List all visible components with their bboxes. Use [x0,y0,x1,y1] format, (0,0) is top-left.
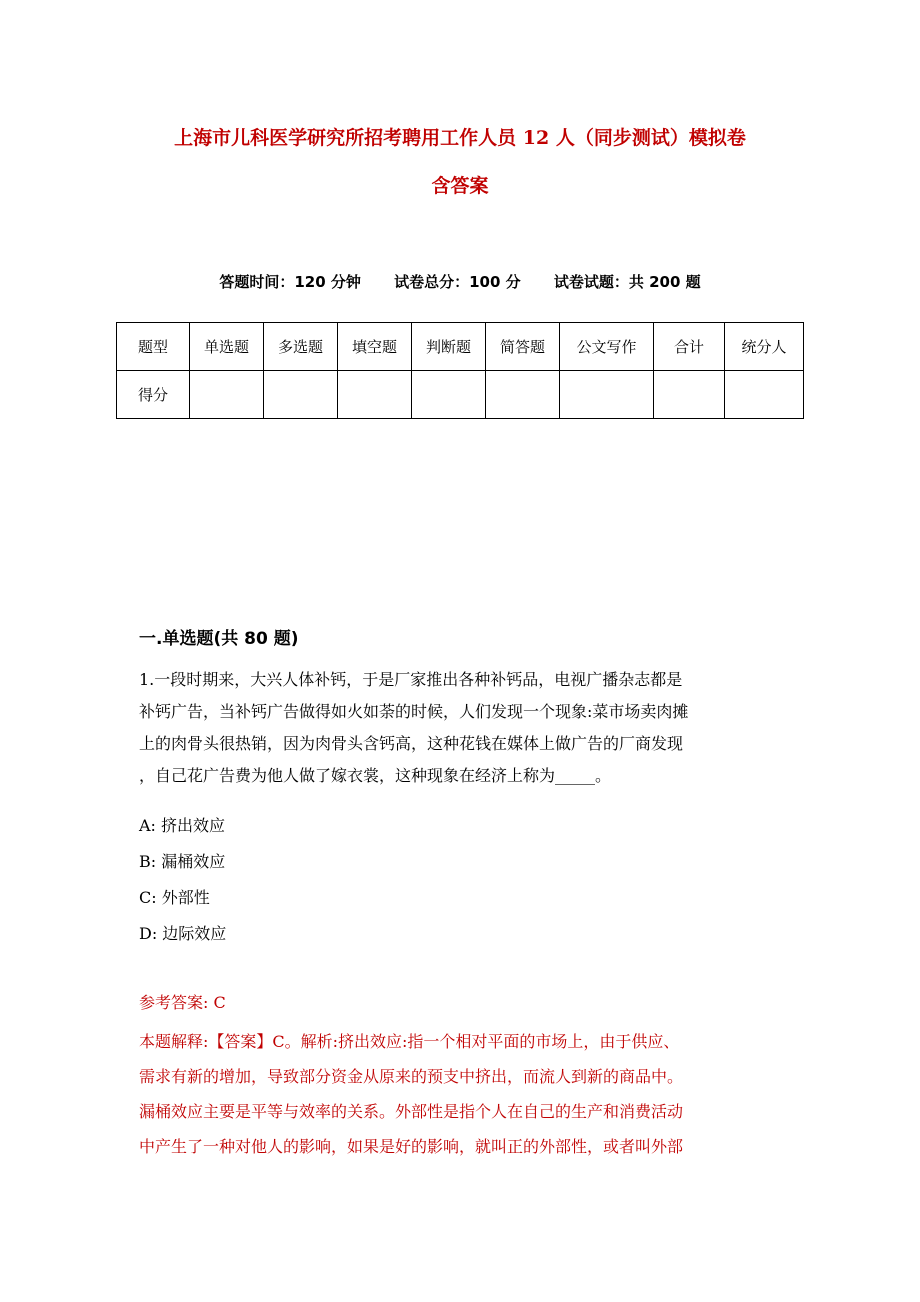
score-cell [560,371,654,419]
document-title: 上海市儿科医学研究所招考聘用工作人员 12 人（同步测试）模拟卷 [174,127,746,149]
score-cell [264,371,338,419]
score-table-score-row [117,371,804,419]
exam-question-count: 试卷试题：共 200 题 [553,273,701,291]
explanation-line: 漏桶效应主要是平等与效率的关系。外部性是指个人在自己的生产和消费活动 [139,1102,684,1121]
explanation-line: 需求有新的增加，导致部分资金从原来的预支中挤出，而流人到新的商品中。 [139,1067,684,1086]
question-line: 上的肉骨头很热销，因为肉骨头含钙高，这种花钱在媒体上做广告的厂商发现 [139,734,684,753]
question-line: 补钙广告，当补钙广告做得如火如荼的时候，人们发现一个现象:菜市场卖肉摊 [139,702,689,721]
score-table-header: 填空题 [338,323,412,371]
score-table-header: 简答题 [486,323,560,371]
score-table-header: 单选题 [190,323,264,371]
score-cell [725,371,804,419]
section-heading: 一.单选题(共 80 题) [139,629,299,649]
option-a: A: 挤出效应 [139,816,226,835]
document-title-line-2: 含答案 [431,175,489,197]
exam-meta [0,271,920,292]
score-table-header: 合计 [654,323,725,371]
score-cell [412,371,486,419]
score-table-header: 题型 [117,323,190,371]
option-b: B: 漏桶效应 [139,852,226,871]
reference-answer: 参考答案: C [139,993,226,1012]
score-cell [338,371,412,419]
score-table-header: 公文写作 [560,323,654,371]
score-cell [654,371,725,419]
option-d: D: 边际效应 [139,924,227,943]
answer-explanation [139,1024,779,1164]
score-table-header: 多选题 [264,323,338,371]
question-line: ，自己花广告费为他人做了嫁衣裳，这种现象在经济上称为_____。 [139,766,612,785]
score-table [116,322,804,419]
score-table-header-row [117,323,804,371]
question-line: 1.一段时期来，大兴人体补钙，于是厂家推出各种补钙品，电视广播杂志都是 [139,670,683,689]
exam-time: 答题时间：120 分钟 [219,273,361,291]
exam-total-score: 试卷总分：100 分 [394,273,521,291]
explanation-line: 中产生了一种对他人的影响，如果是好的影响，就叫正的外部性，或者叫外部 [139,1137,684,1156]
score-cell [190,371,264,419]
question-options [139,808,226,952]
score-table-header: 统分人 [725,323,804,371]
score-row-label: 得分 [117,371,190,419]
explanation-line: 本题解释:【答案】C。解析:挤出效应:指一个相对平面的市场上，由于供应、 [139,1032,680,1051]
option-c: C: 外部性 [139,888,210,907]
question-stem [139,664,779,792]
score-table-header: 判断题 [412,323,486,371]
score-cell [486,371,560,419]
